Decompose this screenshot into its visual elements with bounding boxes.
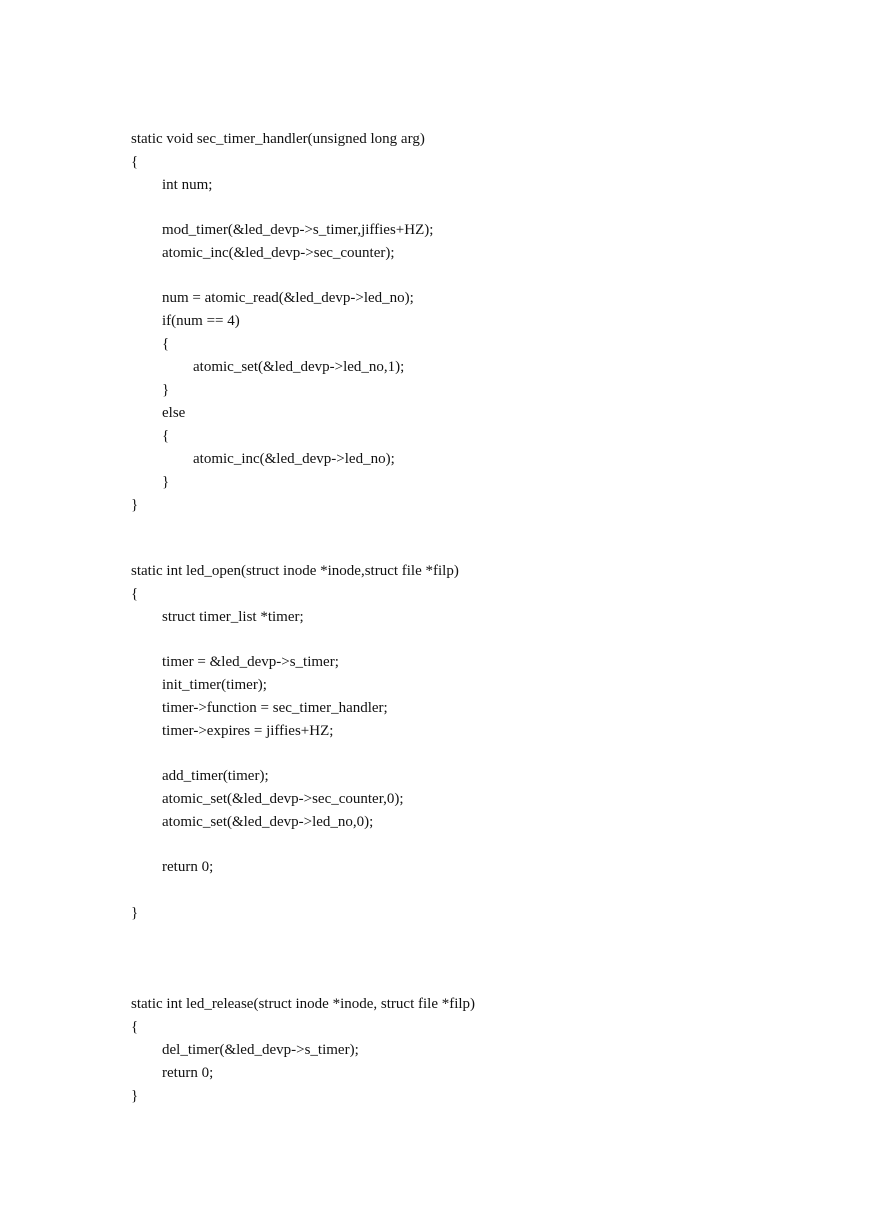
code-line: else xyxy=(162,405,186,421)
code-line: { xyxy=(162,336,170,352)
code-line: { xyxy=(131,154,139,170)
code-line: return 0; xyxy=(162,1065,214,1081)
code-line: atomic_set(&led_devp->sec_counter,0); xyxy=(162,791,404,807)
code-line: } xyxy=(131,1088,139,1104)
code-line: init_timer(timer); xyxy=(162,677,267,693)
code-line: struct timer_list *timer; xyxy=(162,609,304,625)
code-line: atomic_inc(&led_devp->sec_counter); xyxy=(162,245,395,261)
code-line: if(num == 4) xyxy=(162,313,240,329)
code-line: static void sec_timer_handler(unsigned long arg) xyxy=(131,131,425,147)
code-line: timer->expires = jiffies+HZ; xyxy=(162,723,334,739)
code-line: return 0; xyxy=(162,859,214,875)
code-line: atomic_set(&led_devp->led_no,0); xyxy=(162,814,374,830)
code-line: timer->function = sec_timer_handler; xyxy=(162,700,388,716)
code-line: mod_timer(&led_devp->s_timer,jiffies+HZ); xyxy=(162,222,434,238)
code-line: atomic_inc(&led_devp->led_no); xyxy=(193,451,395,467)
code-line: timer = &led_devp->s_timer; xyxy=(162,654,339,670)
code-line: } xyxy=(162,474,170,490)
code-line: static int led_release(struct inode *inode, struct file *filp) xyxy=(131,996,476,1012)
code-line: } xyxy=(131,497,139,513)
code-line: del_timer(&led_devp->s_timer); xyxy=(162,1042,359,1058)
code-line: } xyxy=(162,382,170,398)
code-line: num = atomic_read(&led_devp->led_no); xyxy=(162,290,414,306)
code-line: } xyxy=(131,905,139,921)
code-line: atomic_set(&led_devp->led_no,1); xyxy=(193,359,405,375)
code-line: add_timer(timer); xyxy=(162,768,269,784)
code-line: static int led_open(struct inode *inode,struct file *filp) xyxy=(131,563,459,579)
code-line: { xyxy=(131,1019,139,1035)
code-line: int num; xyxy=(162,177,213,193)
code-line: { xyxy=(131,586,139,602)
code-line: { xyxy=(162,428,170,444)
